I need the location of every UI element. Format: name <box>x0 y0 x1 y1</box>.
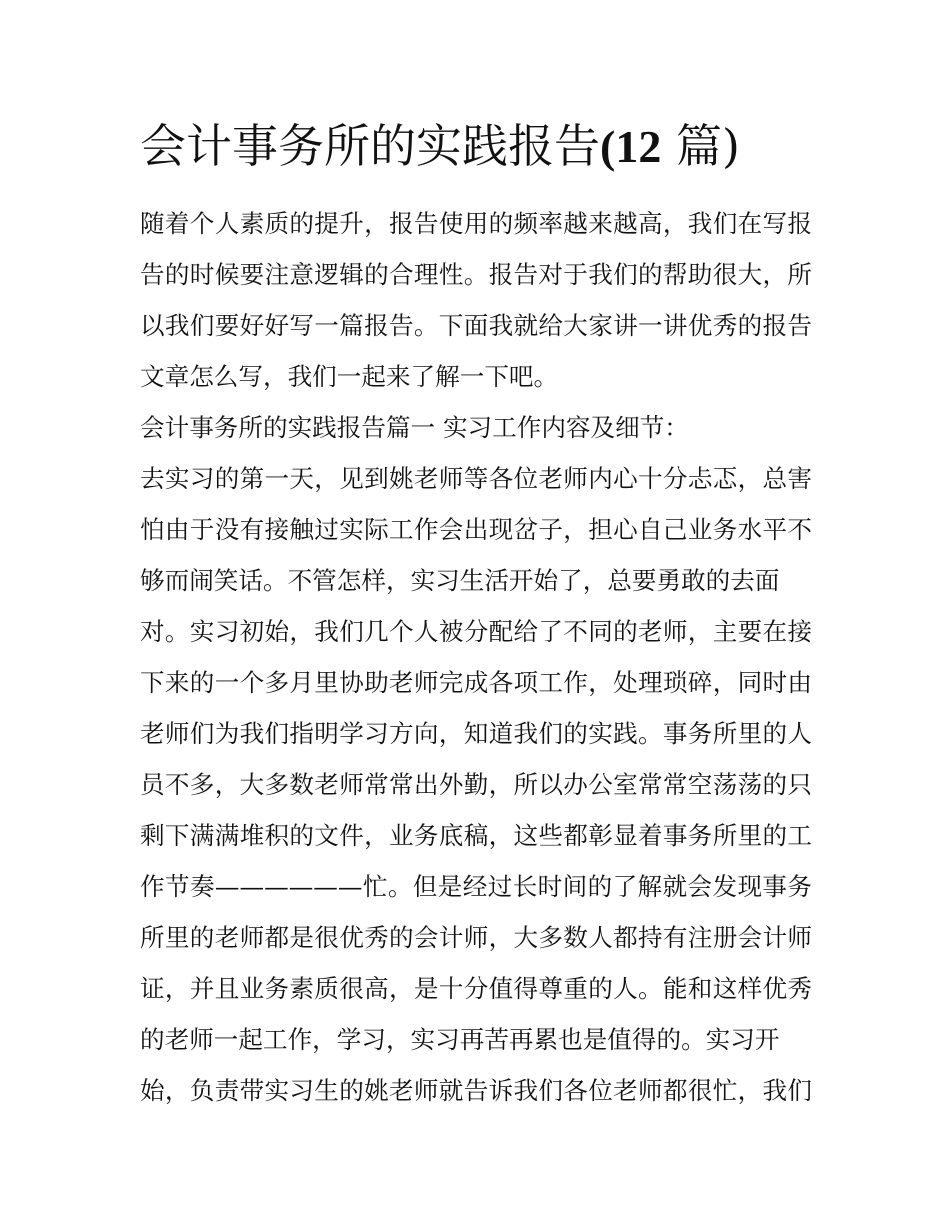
text-line: 文章怎么写，我们一起来了解一下吧。 <box>140 362 559 391</box>
text-line: 老师们为我们指明学习方向，知道我们的实践。事务所里的人 <box>140 719 812 748</box>
title-count: (12 <box>600 121 662 172</box>
document-body <box>140 198 812 1116</box>
text-line: 会计事务所的实践报告篇一 实习工作内容及细节： <box>140 413 689 442</box>
document-title <box>140 113 820 180</box>
title-suffix: 篇) <box>661 119 740 173</box>
text-line: 剩下满满堆积的文件，业务底稿，这些都彰显着事务所里的工 <box>140 821 812 850</box>
title-main: 会计事务所的实践报告 <box>140 119 600 173</box>
text-line: 对。实习初始，我们几个人被分配给了不同的老师，主要在接 <box>140 617 812 646</box>
text-line: 去实习的第一天，见到姚老师等各位老师内心十分忐忑，总害 <box>140 464 812 493</box>
text-line: 作节奏——————忙。但是经过长时间的了解就会发现事务 <box>140 872 812 901</box>
text-line: 员不多，大多数老师常常出外勤，所以办公室常常空荡荡的只 <box>140 770 812 799</box>
text-line: 怕由于没有接触过实际工作会出现岔子，担心自己业务水平不 <box>140 515 812 544</box>
text-line: 以我们要好好写一篇报告。下面我就给大家讲一讲优秀的报告 <box>140 311 812 340</box>
text-line: 下来的一个多月里协助老师完成各项工作，处理琐碎，同时由 <box>140 668 812 697</box>
text-line: 够而闹笑话。不管怎样，实习生活开始了，总要勇敢的去面 <box>140 566 780 595</box>
text-line: 随着个人素质的提升，报告使用的频率越来越高，我们在写报 <box>140 209 812 238</box>
text-line: 证，并且业务素质很高，是十分值得尊重的人。能和这样优秀 <box>140 974 812 1003</box>
text-line: 所里的老师都是很优秀的会计师，大多数人都持有注册会计师 <box>140 923 812 952</box>
text-line: 的老师一起工作，学习，实习再苦再累也是值得的。实习开 <box>140 1025 780 1054</box>
text-line: 始，负责带实习生的姚老师就告诉我们各位老师都很忙，我们 <box>140 1076 812 1105</box>
text-line: 告的时候要注意逻辑的合理性。报告对于我们的帮助很大，所 <box>140 260 812 289</box>
